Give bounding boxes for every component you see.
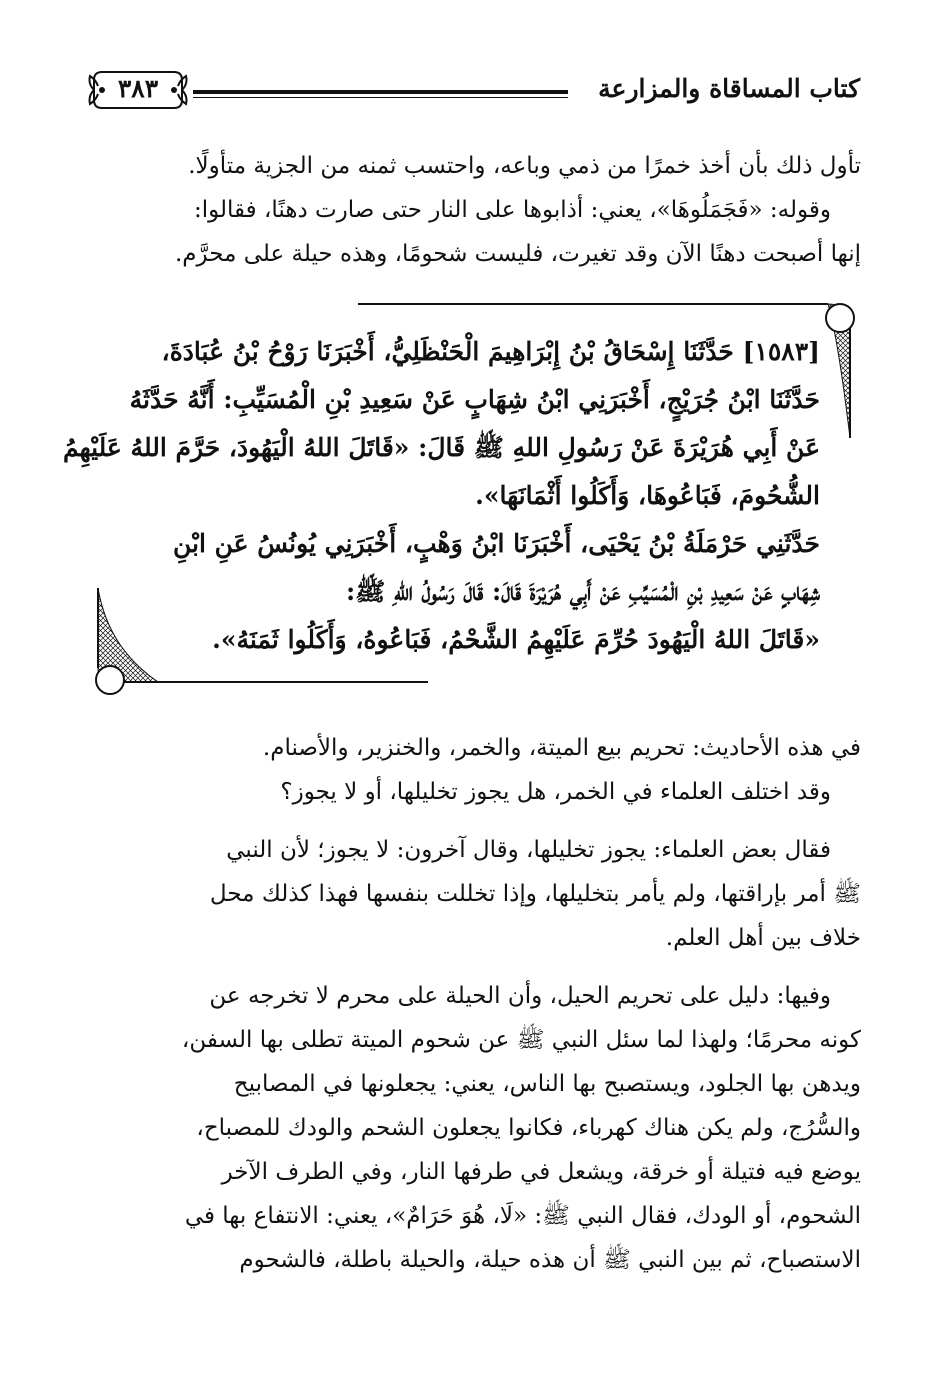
text-line: وفيها: دليل على تحريم الحيل، وأن الحيلة على محرم لا تخرجه عن bbox=[209, 983, 831, 1009]
header-rule bbox=[193, 90, 568, 98]
commentary-paragraph-3 bbox=[86, 828, 861, 960]
text-line: والسُّرُج، ولم يكن هناك كهرباء، فكانوا يجعلون الشحم والودك للمصباح، bbox=[196, 1115, 861, 1141]
text-line: فقال بعض العلماء: يجوز تخليلها، وقال آخرون: لا يجوز؛ لأن النبي bbox=[226, 837, 831, 863]
text-line: وقوله: «فَجَمَلُوهَا»، يعني: أذابوها على النار حتى صارت دهنًا، فقالوا: bbox=[193, 197, 831, 223]
running-title: كتاب المساقاة والمزارعة bbox=[598, 74, 860, 103]
page-number-ornament bbox=[88, 66, 188, 114]
page-header bbox=[88, 66, 860, 114]
text-line: ﷺ أمر بإراقتها، ولم يأمر بتخليلها، وإذا تخللت بنفسها فهذا كذلك محل bbox=[209, 881, 861, 907]
intro-paragraph bbox=[86, 144, 861, 276]
hadith-line: عَنْ أَبِي هُرَيْرَةَ عَنْ رَسُولِ اللهِ ﷺ قَالَ: «قَاتَلَ اللهُ الْيَهُودَ، حَرَّمَ اللهُ عَلَيْهِمُ bbox=[62, 433, 820, 462]
page-number: ٣٨٣ bbox=[117, 74, 159, 103]
commentary-paragraph-1 bbox=[86, 726, 861, 814]
text-line: الاستصباح، ثم بين النبي ﷺ أن هذه حيلة، والحيلة باطلة، فالشحوم bbox=[239, 1247, 861, 1273]
text-line: في هذه الأحاديث: تحريم بيع الميتة، والخمر، والخنزير، والأصنام. bbox=[262, 735, 861, 761]
text-line: وقد اختلف العلماء في الخمر، هل يجوز تخليلها، أو لا يجوز؟ bbox=[280, 779, 831, 805]
text-line: الشحوم، أو الودك، فقال النبي ﷺ: «لَا، هُوَ حَرَامٌ»، يعني: الانتفاع بها في bbox=[184, 1203, 861, 1229]
hadith-line: [١٥٨٣] حَدَّثَنَا إِسْحَاقُ بْنُ إِبْرَاهِيمَ الْحَنْظَلِيُّ، أَخْبَرَنَا رَوْحُ بْنُ عُبَادَةَ، bbox=[161, 337, 820, 366]
hadith-line: الشُّحُومَ، فَبَاعُوهَا، وَأَكَلُوا أَثْمَانَهَا». bbox=[475, 481, 820, 510]
text-line: إنها أصبحت دهنًا الآن وقد تغيرت، فليست شحومًا، وهذه حيلة على محرَّم. bbox=[175, 241, 861, 267]
hadith-line: حَدَّثَنِي حَرْمَلَةُ بْنُ يَحْيَى، أَخْبَرَنَا ابْنُ وَهْبٍ، أَخْبَرَنِي يُونُسُ عَنِ ابْنِ bbox=[172, 529, 820, 558]
hadith-line: «قَاتَلَ اللهُ الْيَهُودَ حُرِّمَ عَلَيْهِمُ الشَّحْمُ، فَبَاعُوهُ، وَأَكَلُوا ثَمَنَهُ». bbox=[212, 625, 820, 654]
text-line: تأول ذلك بأن أخذ خمرًا من ذمي وباعه، واحتسب ثمنه من الجزية متأولًا. bbox=[188, 153, 861, 179]
hadith-line: شِهَابٍ عَنْ سَعِيدِ بْنِ الْمُسَيِّبِ عَنْ أَبِي هُرَيْرَةَ قَالَ: قَالَ رَسُولُ اللهِ ﷺ: bbox=[345, 577, 820, 606]
text-line: يوضع فيه فتيلة أو خرقة، ويشعل في طرفها النار، وفي الطرف الآخر bbox=[221, 1159, 861, 1185]
commentary-paragraph-4 bbox=[86, 974, 861, 1282]
text-line: خلاف بين أهل العلم. bbox=[665, 925, 861, 951]
text-line: كونه محرمًا؛ ولهذا لما سئل النبي ﷺ عن شحوم الميتة تطلى بها السفن، bbox=[181, 1027, 861, 1053]
hadith-box bbox=[62, 298, 860, 708]
hadith-line: حَدَّثَنَا ابْنُ جُرَيْجٍ، أَخْبَرَنِي ابْنُ شِهَابٍ عَنْ سَعِيدِ بْنِ الْمُسَيِّبِ: أَنَّهُ حَدَّثَهُ bbox=[129, 385, 820, 414]
hadith-text bbox=[62, 328, 820, 664]
text-line: ويدهن بها الجلود، ويستصبح بها الناس، يعني: يجعلونها في المصابيح bbox=[233, 1071, 861, 1097]
